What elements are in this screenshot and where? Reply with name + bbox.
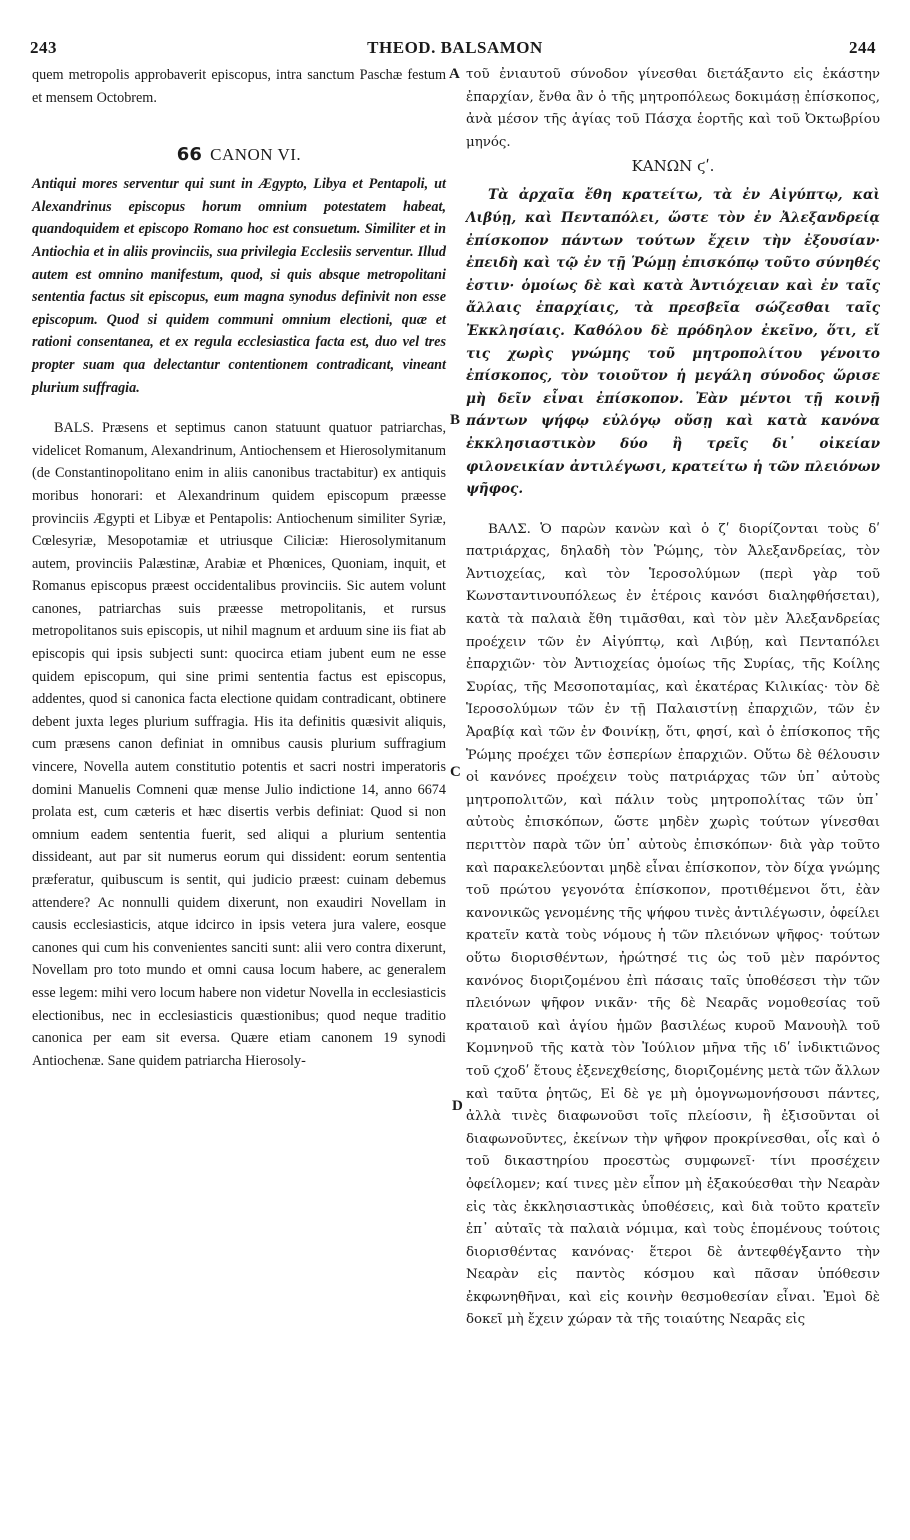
greek-column [466,64,880,1332]
latin-canon-heading [32,143,446,167]
greek-intro: τοῦ ἐνιαυτοῦ σύνοδον γίνεσθαι διετάξαντο εἰς ἑκάστην ἐπαρχίαν, ἔνθα ἂν ὁ τῆς μητροπόλεως δοκιμάσῃ ἐπίσκοπος, ἀνὰ μέσον τῆς ἁγίας τοῦ Πάσχα ἑορτῆς καὶ τοῦ Ὀκτωβρίου μηνός. [466,67,880,150]
margin-letter-b: B [450,412,461,428]
right-page-number: 244 [849,38,876,57]
greek-canon-text: Τὰ ἀρχαῖα ἔθη κρατείτω, τὰ ἐν Αἰγύπτῳ, καὶ Λιβύῃ, καὶ Πενταπόλει, ὥστε τὸν ἐν Ἀλεξανδρείᾳ ἐπίσκοπον πάντων τούτων ἔχειν τὴν ἐξουσίαν· ἐπειδὴ καὶ τῷ ἐν τῇ Ῥώμῃ ἐπισκόπῳ τοῦτο σύνηθές ἐστιν· ὁμοίως δὲ καὶ κατὰ Ἀντιόχειαν καὶ ἐν ταῖς ἄλλαις ἐπαρχίαις, τὰ πρεσβεῖα σώζεσθαι ταῖς Ἐκκλησίαις. Καθόλου δὲ πρόδηλον ἐκεῖνο, ὅτι, εἴ τις χωρὶς γνώμης τοῦ μητροπολίτου γένοιτο ἐπίσκοπος, τὸν τοιοῦτον ἡ μεγάλη σύνοδος ὥρισε μὴ δεῖν εἶναι ἐπίσκοπον. Ἐὰν μέντοι τῇ κοινῇ πάντων ψήφῳ εὐλόγῳ οὔσῃ καὶ κατὰ κανόνα ἐκκλησιαστικὸν δύο ἢ τρεῖς δι᾽ οἰκείαν φιλονεικίαν ἀντιλέγωσι, κρατείτω ἡ τῶν πλειόνων ψῆφος. [466,187,880,498]
margin-letter-d: D [452,1098,463,1114]
latin-canon-title: CANON VI. [210,145,302,165]
canon-number: 66 [176,144,202,166]
margin-letter-c: C [450,764,461,780]
latin-canon-text: Antiqui mores serventur qui sunt in Ægypto, Libya et Pentapoli, ut Alexandrinus episcopus horum omnium potestatem habeat, quandoquidem et episcopo Romano hoc est consuetum. Similiter et in Antiochia et in aliis provinciis, sua privilegia Ecclesiis serventur. Illud autem est omnino manifestum, quod, si quis absque metropolitani sententia factus sit episcopus, eum magna synodus definivit non esse episcopum. Quod si quidem communi omnium electioni, quæ et rationi consentanea, et ex regula ecclesiastica facta est, duo vel tres propter suam qua delectantur contentionem contradicant, vineant plurium suffragia. [32,176,446,396]
latin-intro: quem metropolis approbaverit episcopus, intra sanctum Paschæ festum et mensem Octobrem. [32,67,446,106]
latin-column [32,64,446,1072]
running-title: THEOD. BALSAMON [367,38,543,57]
left-page-number: 243 [30,38,57,57]
greek-canon-title: ΚΑΝΩΝ ϛʹ. [631,157,715,176]
greek-commentary: ΒΑΛΣ. Ὁ παρὼν κανὼν καὶ ὁ ζʹ διορίζονται τοὺς δʹ πατριάρχας, δηλαδὴ τὸν Ῥώμης, τὸν Ἀλεξανδρείας, τὸν Ἀντιοχείας, καὶ τὸν Ἱεροσολύμων (περὶ γὰρ τοῦ Κωνσταντινουπόλεως ἐν ἑτέροις κανόσι διαληφθήσεται), κατὰ τὰ παλαιὰ ἔθη τιμᾶσθαι, καὶ τὸν μὲν Ἀλεξανδρείας προέχειν τῶν ἐν Αἰγύπτῳ, καὶ Λιβύῃ, καὶ Πενταπόλει ἐπαρχιῶν· τὸν Ἀντιοχείας ὁμοίως τῆς Συρίας, τῆς Κοίλης Συρίας, τῆς Μεσοποταμίας, καὶ ἑκατέρας Κιλικίας· τὸν δὲ Ἱεροσολύμων τῶν ἐν τῇ Παλαιστίνῃ ἐπαρχιῶν, τῶν ἐν Ἀραβίᾳ καὶ τῶν ἐν Φοινίκῃ, ὅτι, φησί, καὶ ὁ ἐπίσκοπος τῆς Ῥώμης προέχει τῶν ἑσπερίων ἐπαρχιῶν. Οὕτω δὲ θέλουσιν οἱ κανόνες προέχειν τοὺς πατριάρχας τῶν ὑπ᾽ αὐτοὺς μητροπολιτῶν, καὶ πάλιν τοὺς μητροπολίτας τῶν ὑπ᾽ αὐτοὺς ἐπισκόπων, ὥστε μηδὲν χωρὶς τούτων γίνεσθαι περιττὸν παρὰ τῶν ὑπ᾽ αὐτοὺς ἐπισκόπων· διὰ γὰρ τοῦτο καὶ παρακελεύονται μηδὲ εἶναι ἐπίσκοπον, τὸν δίχα γνώμης τοῦ πρώτου γεγονότα ἐπίσκοπον, προτιθέμενοι ὅτι, ἐὰν κανονικῶς γενομένης τῆς ψήφου τινὲς ἀντιλέγωσιν, ὀφείλει κρατεῖν κατὰ τοὺς νόμους ἡ τῶν πλειόνων ψῆφος· τούτων οὕτω διορισθέντων, ἠρώτησέ τις ὡς τοῦ μὲν παρόντος κανόνος διοριζομένου ἐπὶ πάσαις ταῖς ὑποθέσεσι τὴν τῶν πλειόνων ψῆφον νικᾶν· τῆς δὲ Νεαρᾶς νομοθεσίας τοῦ κραταιοῦ καὶ ἁγίου ἡμῶν βασιλέως κυροῦ Μανουὴλ τοῦ Κομνηνοῦ τῆς κατὰ τὸν Ἰούλιον μῆνα τῆς ιδʹ ἰνδικτιῶνος τοῦ ϛχοδʹ ἔτους ἐξενεχθείσης, διοριζομένης μετὰ τῶν ἄλλων καὶ ταῦτα ῥητῶς, Εἰ δὲ γε μὴ ὁμογνωμονήσουσι πάντες, ἀλλὰ τινὲς διαφωνοῦσι τοῖς πλείοσιν, ἢ ἐξισοῦνται οἱ διαφωνοῦντες, ἐκείνων τὴν ψῆφον προκρίνεσθαι, οἷς καὶ ὁ τοῦ δικαστηρίου προεστὼς συμφωνεῖ· τίνι προσέχειν ὀφείλομεν; καί τινες μὲν εἶπον μὴ ἐξακούεσθαι τὴν Νεαρὰν εἰς τὰς ἐκκλησιαστικὰς ὑποθέσεις, καὶ διὰ τοῦτο κρατεῖν ἐπ᾽ αὐταῖς τὰ παλαιὰ νόμιμα, καὶ τοὺς ἑπομένους τούτοις διορισθέντας κανόνας· ἕτεροι δὲ ἀντεφθέγξαντο τὴν Νεαρὰν εἰς παντὸς κόσμου καὶ πᾶσαν ὑπόθεσιν ἐκφωνηθῆναι, καὶ εἰς κοινὴν θεσμοθεσίαν εἶναι. Ἐμοὶ δὲ δοκεῖ μὴ ἔχειν χώραν τὰ τῆς τοιαύτης Νεαρᾶς εἰς [466,521,880,1328]
latin-commentary: BALS. Præsens et septimus canon statuunt quatuor patriarchas, videlicet Romanum, Alexandrinum, Antiochensem et Hierosolymitanum (de Constantinopolitano enim in aliis canonibus tractabitur) ex antiquis moribus honorari: et Alexandrinum quidem episcopum præesse provinciis Ægypti et Libyæ et Pentapolis: Antiochenum similiter Syriæ, Cœlesyriæ, Mesopotamiæ et utriusque Ciliciæ: Hierosolymitanum autem, provinciis Palæstinæ, Arabiæ et Phœnices, Quoniam, inquit, et Romanus episcopus præest occidentalibus provinciis. Sic autem volunt canones, patriarchas suis præesse metropolitanis, et rursus metropolitanos suis episcopis, ut nihil magnum et arduum sine iis fiat ab episcopis qui ipsis subjecti sunt: quocirca etiam jubent eum ne esse quidem episcopum, qui sine primi sententia factus est episcopus, addentes, quod si canonica facta electione quidam contradicant, obtinere debent juxta leges plurium suffragia. His ita definitis quæsivit aliquis, cum præsens canon definiat in omnibus causis plurium suffragium vincere, Novella autem constitutio potentis et sacri nostri imperatoris domini Manuelis Comneni quæ mense Julio indictione 14, anno 6674 prolata est, cum cæteris et hæc disertis verbis definiat: Quod si non omnium eadem sententia fuerit, sed aliqui a plurium sententia dissideant, aut par sit numerus eorum qui dissident: eorum sententia præferatur, quibuscum is sentit, qui judicio præest: cuinam debemus attendere? Ac nonnulli quidem dixerunt, non exaudiri Novellam in causis ecclesiasticis, atque idcirco in ipsis vetera jura valere, eosque canones qui cum his convenientes sanciti sunt: alii vero contra dixerunt, Novellam pro toto mundo et omni causa locum habere, ac generalem esse legem: mihi vero locum habere non videtur Novella in ecclesiasticis electionibus, nec in ecclesiasticis quæstionibus; quod neque traditio canonica per eam sit eversa. Quære etiam canonem 19 synodi Antiochenæ. Sane quidem patriarcha Hierosoly- [32,420,446,1069]
margin-letter-a: A [449,66,460,82]
